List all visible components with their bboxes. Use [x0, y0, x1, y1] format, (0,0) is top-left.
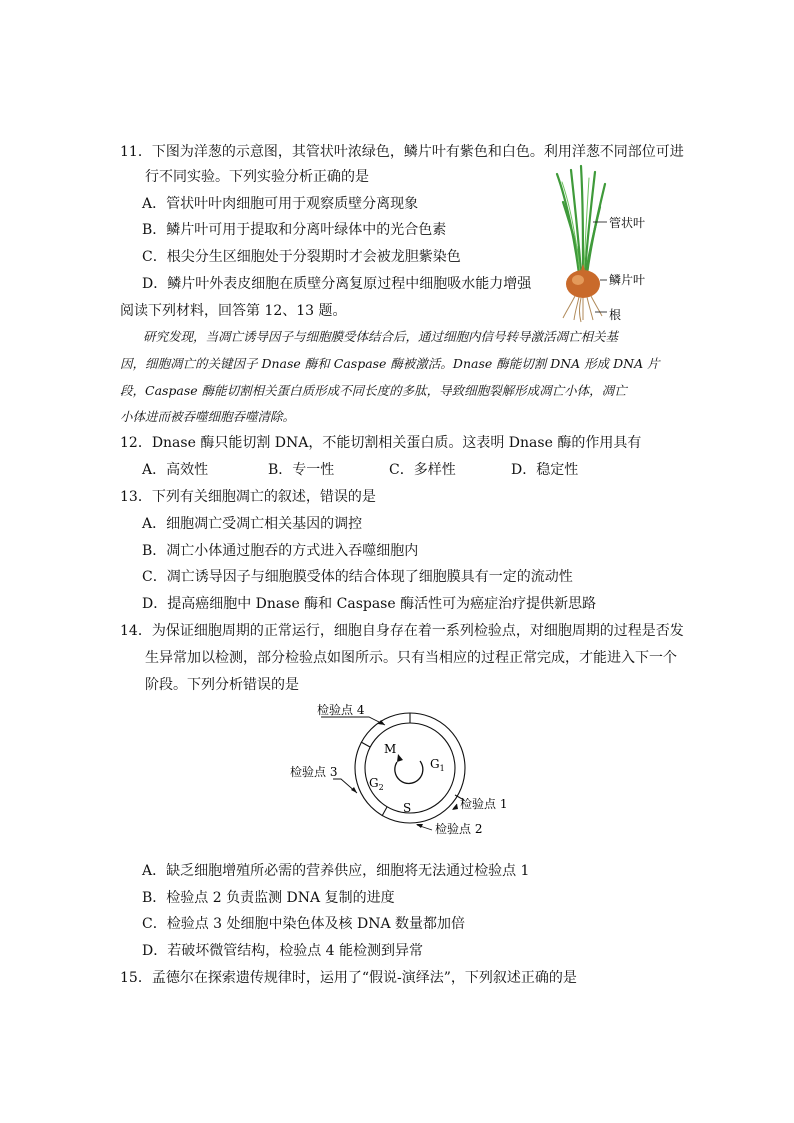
passage-line4: 小体进而被吞噬细胞吞噬清除。 [120, 409, 296, 424]
scale-leaf-label: 鳞片叶 [609, 273, 646, 287]
checkpoint-1-label: 检验点 1 [460, 797, 508, 811]
q11-option-d: D．鳞片叶外表皮细胞在质壁分离复原过程中细胞吸水能力增强 [142, 276, 532, 292]
q13-option-d: D．提高癌细胞中 Dnase 酶和 Caspase 酶活性可为癌症治疗提供新思路 [142, 596, 597, 612]
q15-stem: 15．孟德尔在探索遗传规律时，运用了“假说-演绎法”，下列叙述正确的是 [120, 970, 577, 986]
q14-option-b: B．检验点 2 负责监测 DNA 复制的进度 [142, 890, 395, 906]
q14-option-d: D．若破坏微管结构，检验点 4 能检测到异常 [142, 943, 424, 959]
q11-option-a: A．管状叶叶肉细胞可用于观察质壁分离现象 [142, 196, 419, 212]
q13-stem: 13．下列有关细胞凋亡的叙述，错误的是 [120, 489, 376, 505]
q12-option-d: D．稳定性 [511, 462, 579, 478]
root-illustration [563, 296, 602, 322]
q12-option-b: B．专一性 [268, 462, 335, 478]
checkpoint-3-label: 检验点 3 [290, 765, 338, 779]
q13-option-c: C．凋亡诱导因子与细胞膜受体的结合体现了细胞膜具有一定的流动性 [142, 569, 573, 585]
reading-intro: 阅读下列材料，回答第 12、13 题。 [120, 303, 347, 319]
q14-option-a: A．缺乏细胞增殖所必需的营养供应，细胞将无法通过检验点 1 [142, 863, 530, 879]
phase-g1-label: $G_1$ [430, 757, 445, 773]
q12-option-a: A．高效性 [142, 462, 209, 478]
tube-leaf-label: 管状叶 [609, 216, 646, 230]
phase-g2-label: $G_2$ [369, 776, 384, 792]
q12-option-c: C．多样性 [389, 462, 456, 478]
cell-cycle-diagram [285, 700, 515, 845]
onion-bulb [566, 270, 600, 298]
tube-leaf-illustration [557, 166, 605, 274]
passage-line3: 段，Caspase 酶能切割相关蛋白质形成不同长度的多肽，导致细胞裂解形成凋亡小体，凋亡 [120, 383, 627, 398]
onion-figure [545, 162, 685, 324]
phase-m-label: M [384, 742, 397, 756]
q12-stem: 12．Dnase 酶只能切割 DNA，不能切割相关蛋白质。这表明 Dnase 酶的作用具有 [120, 435, 642, 451]
q14-option-c: C．检验点 3 处细胞中染色体及核 DNA 数量都加倍 [142, 916, 466, 932]
q11-option-c: C．根尖分生区细胞处于分裂期时才会被龙胆紫染色 [142, 249, 461, 265]
q14-stem-line3: 阶段。下列分析错误的是 [145, 677, 299, 693]
q14-stem-line2: 生异常加以检测，部分检验点如图所示。只有当相应的过程正常完成，才能进入下一个 [145, 650, 677, 666]
q11-stem-line2: 行不同实验。下列实验分析正确的是 [145, 169, 369, 185]
q11-stem-line1: 11．下图为洋葱的示意图，其管状叶浓绿色，鳞片叶有紫色和白色。利用洋葱不同部位可进 [120, 144, 684, 160]
root-label: 根 [609, 308, 622, 322]
q14-stem-line1: 14．为保证细胞周期的正常运行，细胞自身存在着一系列检验点，对细胞周期的过程是否发 [120, 623, 684, 639]
checkpoint-2-label: 检验点 2 [435, 822, 483, 836]
q13-option-b: B．凋亡小体通过胞吞的方式进入吞噬细胞内 [142, 543, 419, 559]
phase-s-label: S [403, 801, 412, 815]
checkpoint-4-label: 检验点 4 [317, 703, 365, 717]
passage-line1: 研究发现，当凋亡诱导因子与细胞膜受体结合后，通过细胞内信号转导激活凋亡相关基 [143, 329, 619, 344]
q11-option-b: B．鳞片叶可用于提取和分离叶绿体中的光合色素 [142, 222, 447, 238]
passage-line2: 因，细胞凋亡的关键因子 Dnase 酶和 Caspase 酶被激活。Dnase 酶能切割 DNA 形成 DNA 片 [120, 356, 660, 371]
q13-option-a: A．细胞凋亡受凋亡相关基因的调控 [142, 516, 363, 532]
